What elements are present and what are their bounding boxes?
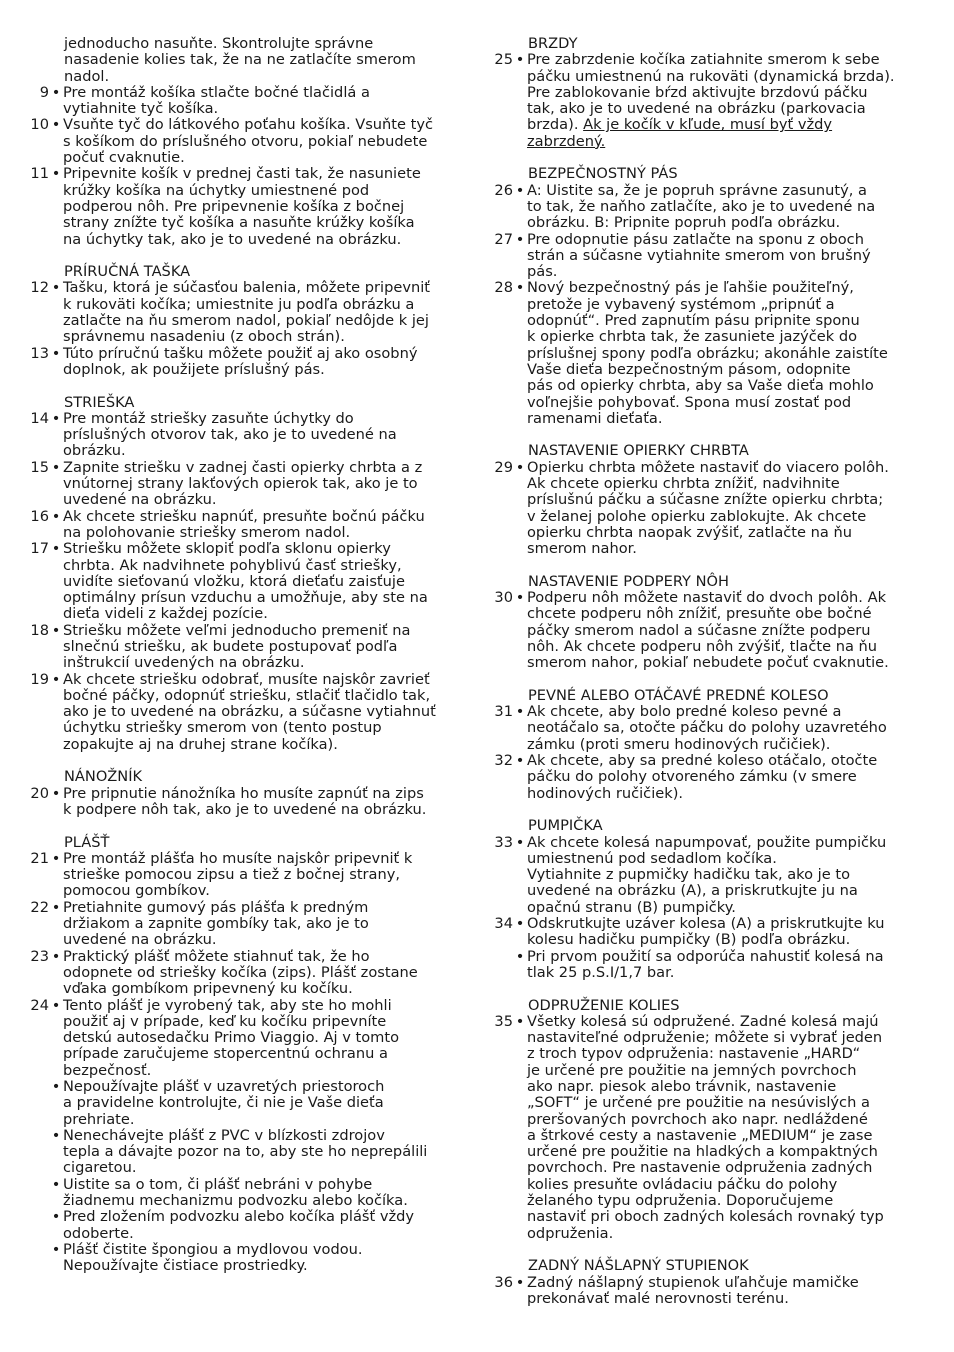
bullet-item [28, 1079, 460, 1128]
bullet-icon: • [51, 898, 61, 916]
item-text [63, 1177, 460, 1210]
item-number: 12 [30, 279, 49, 297]
instruction-item [28, 166, 460, 247]
item-text-body: Striešku môžete veľmi jednoducho premeniť na slnečnú striešku, ak budete postupovať podľa inštrukcií uvedených na obrázku. [63, 621, 411, 672]
bullet-icon: • [51, 540, 61, 558]
instruction-item [28, 411, 460, 460]
item-number: 29 [494, 458, 513, 476]
spacer [28, 818, 460, 834]
bullet-icon: • [51, 1208, 61, 1226]
bullet-icon: • [51, 849, 61, 867]
item-text [63, 998, 460, 1079]
item-text [527, 704, 924, 753]
instruction-item [28, 117, 460, 166]
item-text [527, 460, 924, 558]
instruction-item [28, 672, 460, 753]
item-text-body: Pre montáž košíka stlačte bočné tlačidlá a vytiahnite tyč košíka. [63, 83, 370, 118]
bullet-icon: • [51, 507, 61, 525]
instruction-item [492, 590, 924, 671]
instruction-item [28, 460, 460, 509]
item-text [527, 835, 924, 916]
item-text-body: Pri prvom použití sa odporúča nahustiť kolesá na tlak 25 p.S.I/1,7 bar. [527, 947, 884, 981]
instruction-item [28, 509, 460, 542]
bullet-icon: • [515, 703, 525, 721]
instruction-item [492, 704, 924, 753]
bullet-icon: • [51, 670, 61, 688]
instruction-item [28, 85, 460, 118]
instruction-item [492, 753, 924, 802]
item-text [527, 232, 924, 281]
item-number: 16 [30, 507, 49, 525]
bullet-icon: • [515, 1273, 525, 1291]
section-heading: BEZPEČNOSTNÝ PÁS [528, 165, 678, 183]
item-text-body: Pre odopnutie pásu zatlačte na sponu z oboch strán a súčasne vytiahnite smerom von brušný pás. [527, 230, 871, 281]
item-text-body: Striešku môžete sklopiť podľa sklonu opierky chrbta. Ak nadvihnete pohyblivú časť striešky, uvidíte sieťovanú vložku, ktorá dieťaťu zaisťuje optimálny prísun vzduchu a umožňuje, aby ste na dieťa videli z každej pozície. [63, 540, 428, 623]
right-column [492, 36, 924, 1307]
bullet-item [28, 1242, 460, 1275]
item-text [527, 1275, 924, 1308]
bullet-icon: • [51, 279, 61, 297]
item-text [63, 1209, 460, 1242]
item-number: 32 [494, 752, 513, 770]
item-text-body: Pre zabrzdenie kočíka zatiahnite smerom k sebe páčku umiestnenú na rukoväti (dynamická brzda). Pre zablokovanie bŕzd aktivujte brzdovú páčku tak, ako je to uvedené na obrázku (parkovacia brzda). [527, 51, 895, 134]
section-heading: NÁNOŽNÍK [64, 768, 143, 786]
item-text-body: Všetky kolesá sú odpružené. Zadné kolesá majú nastaviteľné odpruženie; môžete si vybrať jeden z troch typov odpruženia: nastavenie „HARD“ je určené pre použitie na jemných povrchoch ako napr. piesok alebo trávnik, nastavenie „SOFT“ je určené pre použitie na nesúvislých a preršovaných povrchoch ako napr. nedláždené a štrkové cesty a nastavenie „MEDIUM“ je zase určené pre použitie na hladkých a kompaktných povrchoch. Pre nastavenie odpruženia zadných kolies presuňte ovládaciu páčku do polohy želaného typu odpruženia. Doporučujeme nastaviť pri oboch zadných kolesách rovnaký typ odpruženia. [527, 1012, 884, 1242]
item-number: 10 [30, 116, 49, 134]
instruction-item [28, 851, 460, 900]
item-text [527, 280, 924, 427]
section-heading: PRÍRUČNÁ TAŠKA [64, 263, 191, 281]
item-text [63, 509, 460, 542]
item-text [63, 1242, 460, 1275]
instruction-item [28, 998, 460, 1079]
item-text [63, 411, 460, 460]
item-text [63, 623, 460, 672]
item-number: 21 [30, 849, 49, 867]
item-number: 36 [494, 1273, 513, 1291]
item-text [527, 183, 924, 232]
instruction-item [492, 1014, 924, 1242]
item-number: 35 [494, 1012, 513, 1030]
item-text [63, 541, 460, 622]
item-text-body: Pre montáž plášťa ho musíte najskôr pripevniť k strieške pomocou zipsu a tiež z bočnej strany, pomocou gombíkov. [63, 849, 413, 900]
item-text [63, 280, 460, 345]
item-text [63, 117, 460, 166]
item-number: 13 [30, 344, 49, 362]
bullet-icon: • [51, 1126, 61, 1144]
bullet-icon: • [515, 947, 525, 965]
instruction-item [28, 900, 460, 949]
bullet-icon: • [51, 784, 61, 802]
bullet-icon: • [515, 833, 525, 851]
item-text-body: Podperu nôh môžete nastaviť do dvoch polôh. Ak chcete podperu nôh znížiť, presuňte obe bočné páčky smerom nadol a súčasne znížte podperu nôh. Ak chcete podperu nôh zvýšiť, tlačte na ňu smerom nahor, pokiaľ nebudete počuť cvaknutie. [527, 589, 889, 672]
item-text-body: Pre montáž striešky zasuňte úchytky do príslušných otvorov tak, ako je to uvedené na obrázku. [63, 409, 397, 460]
bullet-icon: • [515, 230, 525, 248]
instruction-item [492, 460, 924, 558]
paragraph-continuation: jednoducho nasuňte. Skontrolujte správne nasadenie kolies tak, že na ne zatlačíte smerom nadol. [64, 35, 416, 85]
section-heading: BRZDY [528, 35, 578, 52]
item-text [527, 949, 924, 982]
item-text-body: Tašku, ktorá je súčasťou balenia, môžete pripevniť k rukoväti kočíka; umiestnite ju podľa obrázku a zatlačte na ňu smerom nadol, pokiaľ nedôjde k jej správnemu nasadeniu (z oboch strán). [63, 279, 431, 346]
item-text-body: Opierku chrbta môžete nastaviť do viacero polôh. Ak chcete opierku chrbta znížiť, nadvihnite príslušnú páčku a súčasne znížte opierku chrbta; v želanej polohe opierku zablokujte. Ak chcete opierku chrbta naopak zvýšiť, zatlačte na ňu smerom nahor. [527, 458, 889, 558]
item-text [63, 1128, 460, 1177]
item-text-body: Nový bezpečnostný pás je ľahšie použiteľný, pretože je vybavený systémom „pripnúť a odopnúť“. Pred zapnutím pásu pripnite sponu k opierke chrbta tak, že zasuniete jazýček do príslušnej spony podľa obrázku; akonáhle zaistíte Vaše dieťa bezpečnostným pásom, odopnite pás od opierky chrbta, aby sa Vaše dieťa mohlo voľnejšie pohybovať. Spona musí zostať pod ramenami dieťaťa. [527, 279, 888, 427]
item-text-body: Zadný nášlapný stupienok uľahčuje mamičke prekonávať malé nerovnosti terénu. [527, 1273, 859, 1307]
item-number: 25 [494, 51, 513, 69]
bullet-icon: • [515, 752, 525, 770]
item-number: 14 [30, 409, 49, 427]
item-number: 31 [494, 703, 513, 721]
bullet-icon: • [515, 51, 525, 69]
bullet-item [28, 1177, 460, 1210]
item-text-body: Ak chcete, aby bolo predné koleso pevné a neotáčalo sa, otočte páčku do polohy uzavretého zámku (proti smeru hodinových ručičiek). [527, 703, 887, 753]
left-column [28, 36, 460, 1275]
item-text [527, 1014, 924, 1242]
item-number: 23 [30, 947, 49, 965]
bullet-icon: • [51, 344, 61, 362]
underlined-warning: Ak je kočík v kľude, musí byť vždy zabrzdený. [527, 116, 833, 150]
item-text-body: Túto príručnú tašku môžete použiť aj ako osobný doplnok, ak použijete príslušný pás. [63, 344, 418, 378]
item-text [527, 916, 924, 949]
instruction-item [492, 280, 924, 427]
bullet-icon: • [51, 621, 61, 639]
instruction-item [28, 541, 460, 622]
section-heading: STRIEŠKA [64, 393, 135, 411]
instruction-item [492, 52, 924, 150]
item-text-body: Vsuňte tyč do látkového poťahu košíka. Vsuňte tyč s košíkom do príslušného otvoru, pokiaľ nebudete počuť cvaknutie. [63, 116, 434, 167]
spacer [492, 150, 924, 166]
item-text-body: Plášť čistite špongiou a mydlovou vodou. Nepoužívajte čistiace prostriedky. [63, 1240, 363, 1275]
item-text-body: Zapnite striešku v zadnej časti opierky chrbta a z vnútornej strany lakťových opierok tak, ako je to uvedené na obrázku. [63, 458, 423, 509]
item-text [63, 672, 460, 753]
bullet-icon: • [515, 181, 525, 199]
bullet-icon: • [51, 116, 61, 134]
item-text-body: Pripevnite košík v prednej časti tak, že nasuniete krúžky košíka na úchytky umiestnené pod podperou nôh. Pre pripevnenie košíka z bočnej strany znížte tyč košíka a nasuňte krúžky košíka na úchytky tak, ako je to uvedené na obrázku. [63, 165, 421, 248]
instruction-item [28, 623, 460, 672]
item-text-body: Uistite sa o tom, či plášť nebráni v pohybe žiadnemu mechanizmu podvozku alebo kočíka. [63, 1175, 408, 1210]
section-heading: PEVNÉ ALEBO OTÁČAVÉ PREDNÉ KOLESO [528, 686, 829, 704]
item-number: 18 [30, 621, 49, 639]
spacer [492, 427, 924, 443]
instruction-item [28, 346, 460, 379]
item-number: 26 [494, 181, 513, 199]
spacer [492, 802, 924, 818]
item-number: 28 [494, 279, 513, 297]
item-number: 24 [30, 996, 49, 1014]
item-text-body: Praktický plášť môžete stiahnuť tak, že ho odopnete od striešky kočíka (zips). Plášť zostane vďaka gombíkom pripevnený ku kočíku. [63, 947, 418, 998]
instruction-item [28, 949, 460, 998]
item-text [527, 52, 924, 150]
spacer [492, 558, 924, 574]
item-text-body: Ak chcete, aby sa predné koleso otáčalo, otočte páčku do polohy otvoreného zámku (v smere hodinových ručičiek). [527, 752, 878, 802]
item-text-body: Pred zložením podvozku alebo kočíka plášť vždy odoberte. [63, 1208, 415, 1242]
spacer [28, 378, 460, 394]
bullet-icon: • [51, 83, 61, 101]
section-heading: ODPRUŽENIE KOLIES [528, 996, 680, 1014]
item-text-body: Ak chcete striešku napnúť, presuňte bočnú páčku na polohovanie striešky smerom nadol. [63, 507, 425, 541]
item-text-body: Ak chcete kolesá napumpovať, použite pumpičku umiestnenú pod sedadlom kočíka. Vytiahnite z pupmičky hadičku tak, ako je to uvedené na obrázku (A), a priskrutkujte ju na opačnú stranu (B) pumpičky. [527, 833, 887, 916]
item-number: 9 [39, 83, 49, 101]
item-text [63, 1079, 460, 1128]
bullet-icon: • [515, 1012, 525, 1030]
instruction-item [492, 916, 924, 949]
section-heading: NASTAVENIE PODPERY NÔH [528, 572, 729, 590]
instruction-item [492, 232, 924, 281]
spacer [28, 753, 460, 769]
item-text [63, 786, 460, 819]
section-heading: PUMPIČKA [528, 817, 603, 835]
item-text-body: A: Uistite sa, že je popruh správne zasunutý, a to tak, že naňho zatlačíte, ako je to uvedené na obrázku. B: Pripnite popruh podľa obrázku. [527, 181, 876, 232]
bullet-icon: • [51, 947, 61, 965]
item-text [527, 590, 924, 671]
item-number: 15 [30, 458, 49, 476]
bullet-item [28, 1128, 460, 1177]
item-text [63, 460, 460, 509]
item-text [63, 900, 460, 949]
section-heading: PLÁŠŤ [64, 833, 110, 851]
bullet-icon: • [51, 996, 61, 1014]
spacer [28, 248, 460, 264]
item-number: 30 [494, 589, 513, 607]
section-heading: ZADNÝ NÁŠLAPNÝ STUPIENOK [528, 1257, 749, 1275]
bullet-item [492, 949, 924, 982]
instruction-item [28, 280, 460, 345]
item-number: 27 [494, 230, 513, 248]
bullet-icon: • [515, 458, 525, 476]
item-number: 34 [494, 915, 513, 933]
instruction-item [492, 835, 924, 916]
item-number: 22 [30, 898, 49, 916]
bullet-icon: • [515, 279, 525, 297]
item-text [63, 949, 460, 998]
item-number: 33 [494, 833, 513, 851]
bullet-icon: • [51, 165, 61, 183]
item-text [63, 346, 460, 379]
spacer [492, 981, 924, 997]
item-number: 11 [30, 165, 49, 183]
bullet-icon: • [51, 1175, 61, 1193]
item-text-body: Ak chcete striešku odobrať, musíte najskôr zavrieť bočné páčky, odopnúť striešku, stlačiť tlačidlo tak, ako je to uvedené na obrázku, a súčasne vytiahnuť úchytku striešky smerom von (tento postup zopakujte aj na druhej strane kočíka). [63, 670, 436, 753]
item-text [63, 851, 460, 900]
item-text-body: Pre pripnutie nánožníka ho musíte zapnúť na zips k podpere nôh tak, ako je to uvedené na obrázku. [63, 784, 427, 818]
bullet-icon: • [515, 915, 525, 933]
spacer [492, 672, 924, 688]
bullet-icon: • [51, 1240, 61, 1258]
bullet-icon: • [51, 1078, 61, 1095]
item-text-body: Nenechávejte plášť z PVC v blízkosti zdrojov tepla a dávajte pozor na to, aby ste ho neprepálili cigaretou. [63, 1126, 428, 1177]
item-text-body: Pretiahnite gumový pás plášťa k predným držiakom a zapnite gombíky tak, ako je to uvedené na obrázku. [63, 898, 369, 949]
bullet-icon: • [51, 409, 61, 427]
item-number: 19 [30, 670, 49, 688]
bullet-item [28, 1209, 460, 1242]
item-text [527, 753, 924, 802]
bullet-icon: • [51, 458, 61, 476]
instruction-item [28, 786, 460, 819]
item-number: 20 [30, 784, 49, 802]
spacer [492, 1242, 924, 1258]
instruction-item [492, 183, 924, 232]
item-text-body: Odskrutkujte uzáver kolesa (A) a priskrutkujte ku kolesu hadičku pumpičky (B) podľa obrázku. [527, 915, 885, 949]
item-text-body: Tento plášť je vyrobený tak, aby ste ho mohli použiť aj v prípade, keď ku kočíku pripevníte detskú autosedačku Primo Viaggio. Aj v tomto prípade zaručujeme stopercentnú ochranu a bezpečnosť. [63, 996, 400, 1079]
instruction-item [492, 1275, 924, 1308]
section-heading: NASTAVENIE OPIERKY CHRBTA [528, 442, 749, 460]
item-text [63, 166, 460, 247]
item-text [63, 85, 460, 118]
item-text-body: Nepoužívajte plášť v uzavretých priestoroch a pravidelne kontrolujte, či nie je Vaše dieťa prehriate. [63, 1078, 385, 1128]
item-number: 17 [30, 540, 49, 558]
bullet-icon: • [515, 589, 525, 607]
